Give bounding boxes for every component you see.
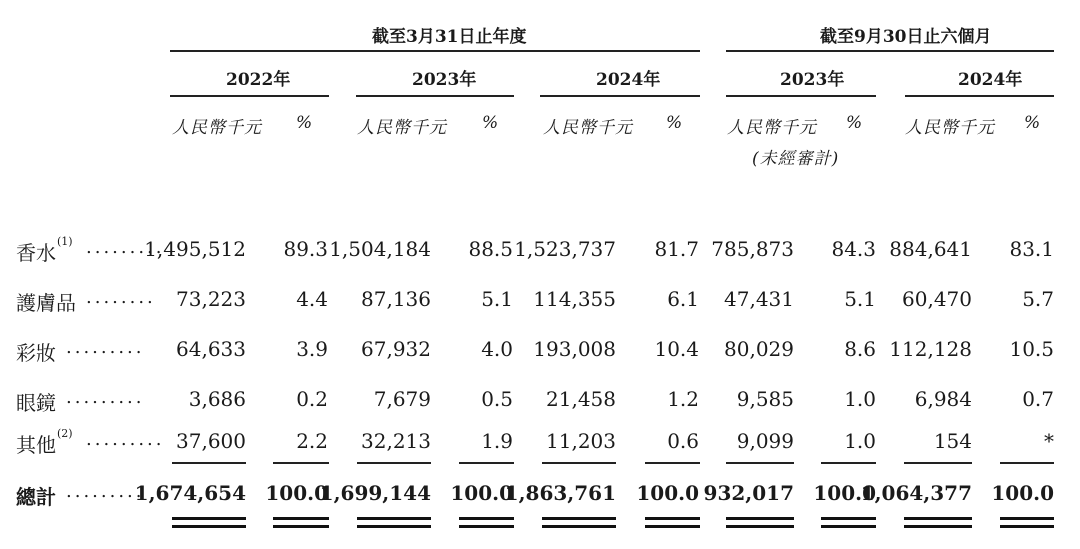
total-underline <box>904 517 972 520</box>
subtotal-rule <box>1000 462 1054 464</box>
total-underline <box>459 525 514 528</box>
leader-dots: ......... <box>66 387 145 408</box>
percent-cell: 10.5 <box>1009 337 1054 361</box>
pct-label: % <box>296 113 314 133</box>
amount-cell: 932,017 <box>703 481 794 505</box>
total-underline <box>821 525 876 528</box>
percent-cell: 83.1 <box>1009 237 1054 261</box>
subtotal-rule <box>459 462 514 464</box>
percent-cell: 0.7 <box>1022 387 1054 411</box>
percent-cell: 100.0 <box>636 481 699 505</box>
subtotal-rule <box>542 462 616 464</box>
leader-dots: ........ <box>86 287 156 308</box>
percent-cell: 0.2 <box>296 387 328 411</box>
amount-cell: 1,674,654 <box>134 481 246 505</box>
amount-cell: 1,523,737 <box>514 237 616 261</box>
amount-cell: 112,128 <box>889 337 972 361</box>
amount-cell: 37,600 <box>176 429 246 453</box>
pct-label: % <box>1024 113 1042 133</box>
amount-cell: 3,686 <box>188 387 246 411</box>
percent-cell: 2.2 <box>296 429 328 453</box>
percent-cell: 5.1 <box>844 287 876 311</box>
amount-cell: 47,431 <box>724 287 794 311</box>
percent-cell: 4.0 <box>481 337 513 361</box>
total-underline <box>172 525 246 528</box>
total-underline <box>273 517 329 520</box>
subtotal-rule <box>726 462 794 464</box>
amount-cell: 9,585 <box>736 387 794 411</box>
amount-cell: 73,223 <box>176 287 246 311</box>
pct-label: % <box>846 113 864 133</box>
total-underline <box>904 525 972 528</box>
total-underline <box>459 517 514 520</box>
amount-cell: 64,633 <box>176 337 246 361</box>
amount-cell: 7,679 <box>373 387 431 411</box>
total-underline <box>357 525 431 528</box>
year-rule-h1-2023 <box>726 95 876 97</box>
total-underline <box>726 525 794 528</box>
amount-cell: 6,984 <box>914 387 972 411</box>
row-label: 彩妝 <box>16 341 56 365</box>
total-underline <box>273 525 329 528</box>
group2-title: 截至9月30日止六個月 <box>820 27 992 47</box>
total-underline <box>357 517 431 520</box>
percent-cell: 89.3 <box>283 237 328 261</box>
amount-cell: 1,863,761 <box>504 481 616 505</box>
percent-cell: 3.9 <box>296 337 328 361</box>
subtotal-rule <box>357 462 431 464</box>
subtotal-rule <box>821 462 876 464</box>
total-underline <box>645 517 700 520</box>
unit-label: 人民幣千元 <box>727 118 817 138</box>
unaudited-label: (未經審計) <box>752 149 840 169</box>
percent-cell: 6.1 <box>667 287 699 311</box>
subtotal-rule <box>172 462 246 464</box>
amount-cell: 87,136 <box>361 287 431 311</box>
percent-cell: * <box>1044 429 1054 453</box>
row-label: 眼鏡 <box>16 391 56 415</box>
amount-cell: 114,355 <box>533 287 616 311</box>
unit-label: 人民幣千元 <box>905 118 995 138</box>
amount-cell: 60,470 <box>902 287 972 311</box>
amount-cell: 1,504,184 <box>329 237 431 261</box>
total-underline <box>172 517 246 520</box>
percent-cell: 5.7 <box>1022 287 1054 311</box>
subtotal-rule <box>273 462 329 464</box>
leader-dots: ......... <box>66 337 145 358</box>
year-header-2023: 2023年 <box>412 70 477 90</box>
percent-cell: 100.0 <box>991 481 1054 505</box>
year-header-h1-2023: 2023年 <box>780 70 845 90</box>
percent-cell: 5.1 <box>481 287 513 311</box>
year-rule-2024 <box>540 95 700 97</box>
percent-cell: 84.3 <box>831 237 876 261</box>
percent-cell: 0.5 <box>481 387 513 411</box>
total-underline <box>542 525 616 528</box>
leader-dots: ......... <box>86 237 165 258</box>
subtotal-rule <box>904 462 972 464</box>
row-label: 香水 <box>16 241 56 265</box>
subtotal-rule <box>645 462 700 464</box>
amount-cell: 1,495,512 <box>144 237 246 261</box>
pct-label: % <box>666 113 684 133</box>
unit-label: 人民幣千元 <box>172 118 262 138</box>
pct-label: % <box>482 113 500 133</box>
amount-cell: 32,213 <box>361 429 431 453</box>
percent-cell: 4.4 <box>296 287 328 311</box>
group1-title: 截至3月31日止年度 <box>372 27 527 47</box>
total-underline <box>1000 517 1054 520</box>
amount-cell: 80,029 <box>724 337 794 361</box>
amount-cell: 785,873 <box>711 237 794 261</box>
amount-cell: 1,699,144 <box>319 481 431 505</box>
amount-cell: 21,458 <box>546 387 616 411</box>
year-header-h1-2024: 2024年 <box>958 70 1023 90</box>
percent-cell: 1.2 <box>667 387 699 411</box>
row-label: 總計 <box>16 485 56 509</box>
amount-cell: 9,099 <box>736 429 794 453</box>
percent-cell: 10.4 <box>654 337 699 361</box>
percent-cell: 100.0 <box>450 481 513 505</box>
total-underline <box>821 517 876 520</box>
percent-cell: 8.6 <box>844 337 876 361</box>
year-header-2022: 2022年 <box>226 70 291 90</box>
group1-rule <box>170 50 700 52</box>
total-underline <box>645 525 700 528</box>
percent-cell: 1.0 <box>844 429 876 453</box>
amount-cell: 154 <box>933 429 972 453</box>
percent-cell: 81.7 <box>654 237 699 261</box>
percent-cell: 0.6 <box>667 429 699 453</box>
percent-cell: 1.9 <box>481 429 513 453</box>
leader-dots: ......... <box>86 429 165 450</box>
total-underline <box>726 517 794 520</box>
row-label: 其他 <box>16 433 56 457</box>
footnote-marker: (1) <box>57 235 73 248</box>
year-header-2024: 2024年 <box>596 70 661 90</box>
amount-cell: 11,203 <box>546 429 616 453</box>
amount-cell: 193,008 <box>533 337 616 361</box>
year-rule-2022 <box>170 95 329 97</box>
year-rule-2023 <box>356 95 514 97</box>
percent-cell: 88.5 <box>468 237 513 261</box>
amount-cell: 884,641 <box>889 237 972 261</box>
row-label: 護膚品 <box>16 291 76 315</box>
total-underline <box>1000 525 1054 528</box>
amount-cell: 67,932 <box>361 337 431 361</box>
percent-cell: 1.0 <box>844 387 876 411</box>
percent-cell: 100.0 <box>813 481 876 505</box>
group2-rule <box>726 50 1054 52</box>
percent-cell: 100.0 <box>265 481 328 505</box>
year-rule-h1-2024 <box>905 95 1054 97</box>
amount-cell: 1,064,377 <box>860 481 972 505</box>
total-underline <box>542 517 616 520</box>
leader-dots: ......... <box>66 481 145 502</box>
footnote-marker: (2) <box>57 427 73 440</box>
unit-label: 人民幣千元 <box>357 118 447 138</box>
unit-label: 人民幣千元 <box>543 118 633 138</box>
